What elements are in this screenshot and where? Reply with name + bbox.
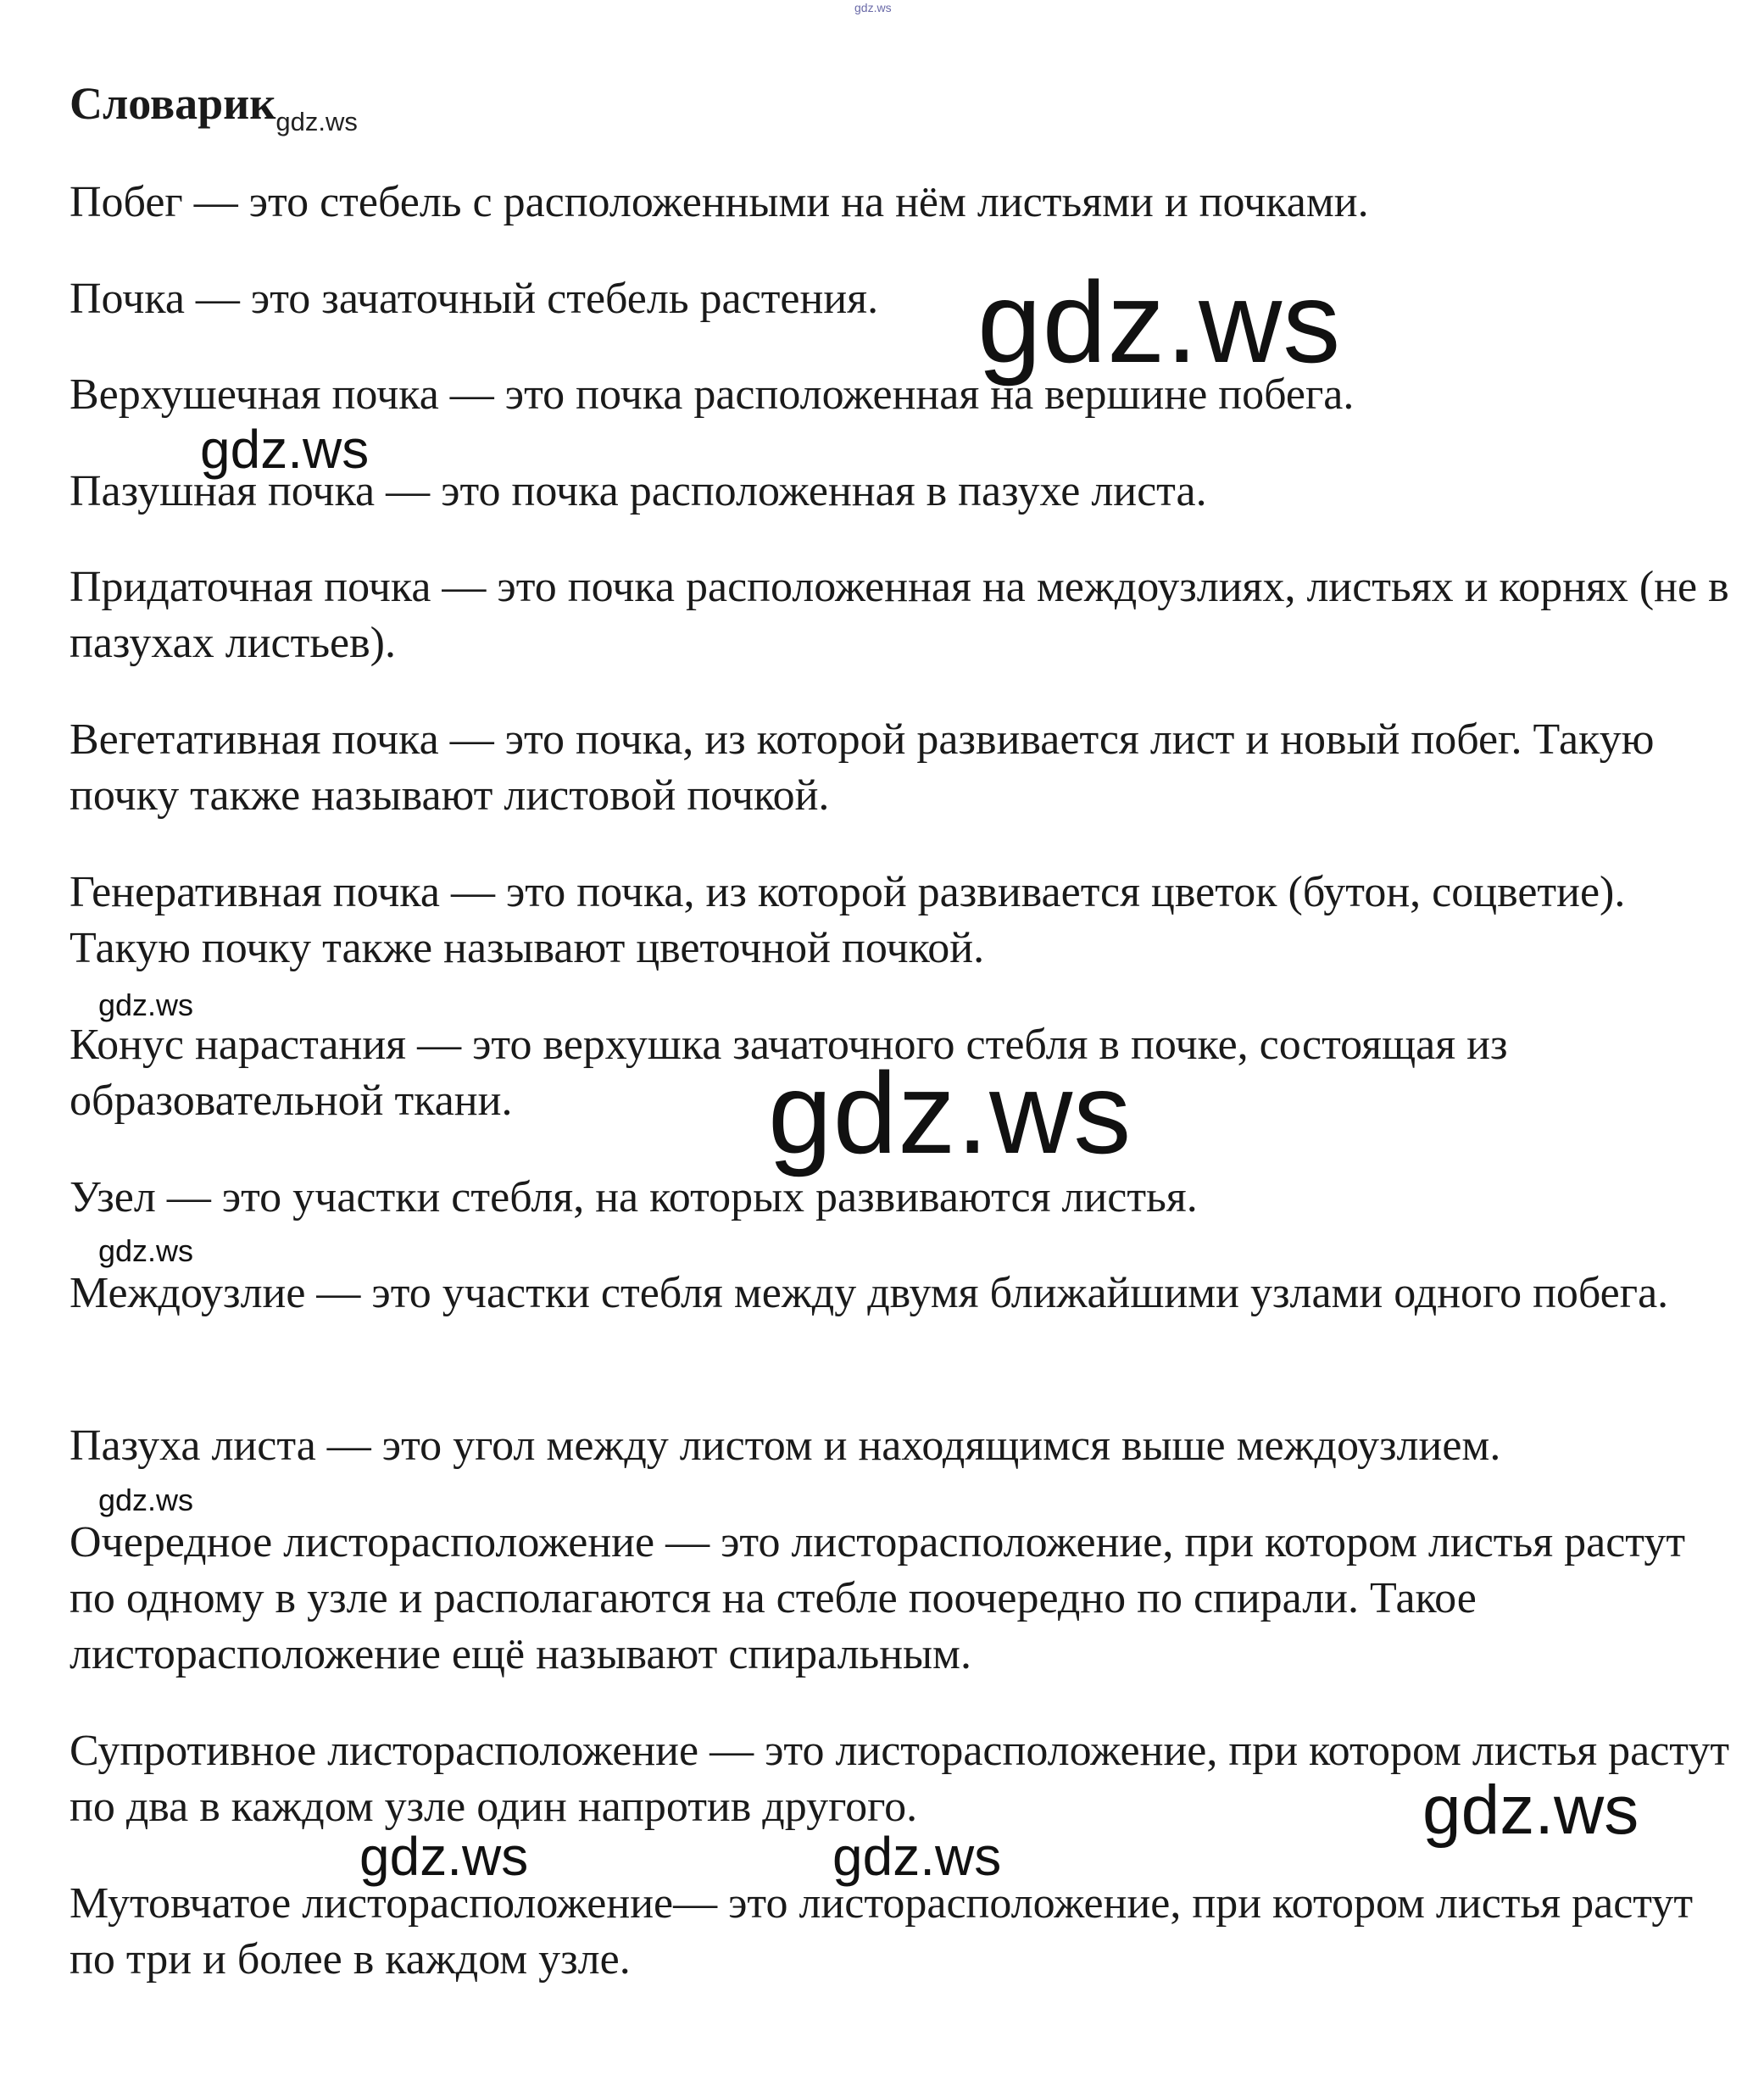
entry-pazushnaya: Пазушная почка — это почка расположенная в пазухе листа. bbox=[70, 467, 1207, 515]
watermark-medium-3: gdz.ws bbox=[359, 1826, 529, 1887]
entry-pridatochnaya: Придаточная почка — это почка расположенная на междоузлиях, листьях и корнях (не в пазухах листьев). bbox=[70, 563, 1729, 667]
entry-mezhdouzlie: Междоузлие — это участки стебля между двумя ближайшими узлами одного побега. bbox=[70, 1269, 1669, 1317]
watermark-top: gdz.ws bbox=[854, 1, 892, 14]
entry-pochka: Почка — это зачаточный стебель растения. bbox=[70, 275, 879, 323]
watermark-small-1: gdz.ws bbox=[98, 988, 194, 1022]
entry-pazukha: Пазуха листа — это угол между листом и находящимся выше междоузлием. bbox=[70, 1422, 1501, 1470]
entry-pobeg: Побег — это стебель с расположенными на нём листьями и почками. bbox=[70, 178, 1369, 226]
entry-ocherednoe: Очередное листорасположение — это листорасположение, при котором листья растут по одному в узле и располагаются на стебле поочередно по спирали. Такое листорасположение ещё называют спиральным. bbox=[70, 1518, 1686, 1678]
watermark-medium-4: gdz.ws bbox=[832, 1826, 1002, 1887]
watermark-large-1: gdz.ws bbox=[977, 258, 1342, 387]
title-text: Словарик bbox=[70, 78, 276, 129]
page-title bbox=[70, 76, 358, 136]
entry-uzel: Узел — это участки стебля, на которых развиваются листья. bbox=[70, 1173, 1198, 1221]
entry-verkhushechnaya: Верхушечная почка — это почка расположенная на вершине побега. bbox=[70, 370, 1355, 419]
entry-konus: Конус нарастания — это верхушка зачаточного стебля в почке, состоящая из образовательной ткани. bbox=[70, 1021, 1508, 1125]
entry-generativnaya: Генеративная почка — это почка, из которой развивается цветок (бутон, соцветие). Такую почку также называют цветочной почкой. bbox=[70, 868, 1626, 972]
entry-suprotivnoe: Супротивное листорасположение — это листорасположение, при котором листья растут по два в каждом узле один напротив другого. bbox=[70, 1727, 1730, 1831]
watermark-medium-2: gdz.ws bbox=[1422, 1772, 1639, 1849]
entry-mutovchatoe: Мутовчатое листорасположение— это листорасположение, при котором листья растут по три и более в каждом узле. bbox=[70, 1879, 1694, 1984]
entry-vegetativnaya: Вегетативная почка — это почка, из которой развивается лист и новый побег. Такую почку также называют листовой почкой. bbox=[70, 715, 1655, 820]
watermark-medium-1: gdz.ws bbox=[200, 419, 370, 480]
watermark-small-3: gdz.ws bbox=[98, 1483, 194, 1517]
watermark-large-2: gdz.ws bbox=[768, 1049, 1132, 1177]
title-watermark: gdz.ws bbox=[275, 107, 358, 136]
watermark-small-2: gdz.ws bbox=[98, 1233, 194, 1268]
